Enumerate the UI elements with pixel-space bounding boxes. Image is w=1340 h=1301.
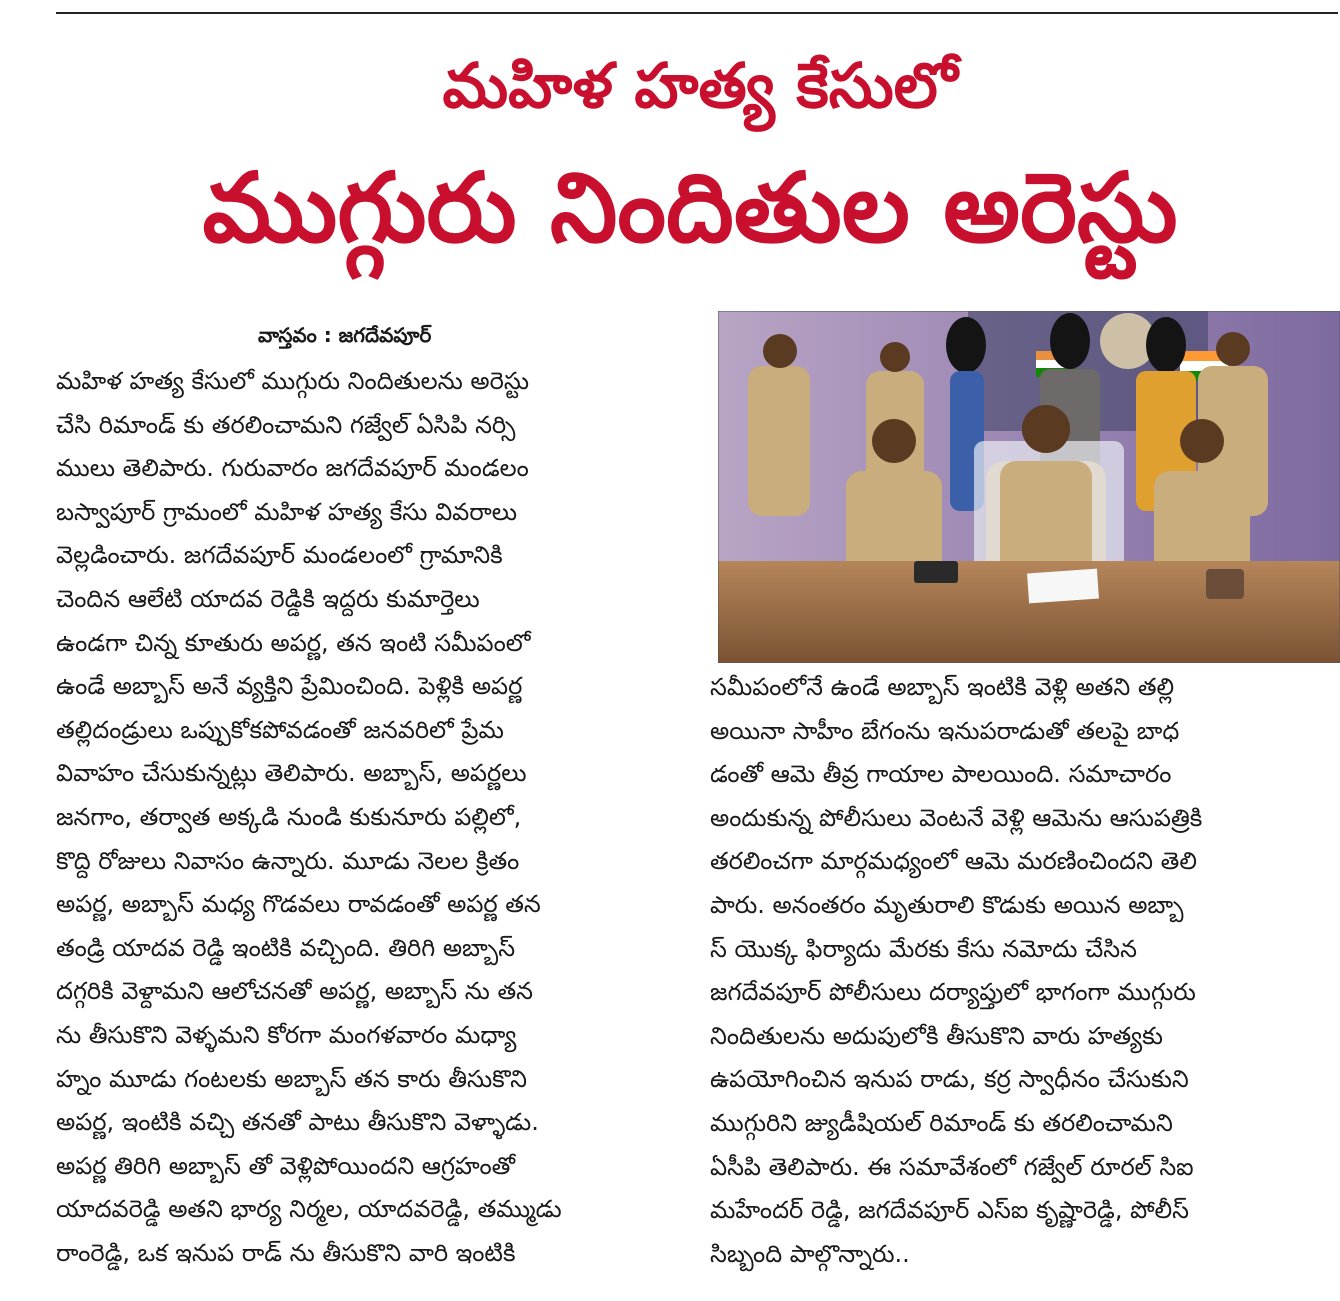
article-line: పారు. అనంతరం మృతురాలి కొడుకు అయిన అబ్బా [710, 890, 1184, 919]
article-line: వివాహం చేసుకున్నట్లు తెలిపారు. అబ్బాస్, అపర్ణలు [56, 759, 527, 788]
article-line: తండ్రి యాదవ రెడ్డి ఇంటికి వచ్చింది. తిరిగి అబ్బాస్ [56, 933, 516, 962]
headline-kicker: మహిళ హత్య కేసులో [442, 49, 958, 122]
article-line: తరలించగా మార్గమధ్యంలో ఆమె మరణించిందని తెలి [710, 847, 1197, 876]
article-line: మహిళ హత్య కేసులో ముగ్గురు నిందితులను అరెస్టు [56, 367, 529, 395]
article-line: తల్లిదండ్రులు ఒప్పుకోకపోవడంతో జనవరిలో ప్రేమ [56, 715, 504, 744]
article-line: బస్వాపూర్ గ్రామంలో మహిళ హత్య కేసు వివరాలు [56, 497, 518, 526]
article-line: డంతో ఆమె తీవ్ర గాయాల పాలయింది. సమాచారం [710, 760, 1172, 789]
article-line: యాదవరెడ్డి అతని భార్య నిర్మల, యాదవరెడ్డి, తమ్ముడు [56, 1195, 562, 1224]
article-left-column [56, 360, 696, 1275]
article-line: స్ యొక్క ఫిర్యాదు మేరకు కేసు నమోదు చేసిన [710, 934, 1137, 963]
article-line: ఉపయోగించిన ఇనుప రాడు, కర్ర స్వాధీనం చేసుకుని [710, 1065, 1189, 1094]
police-press-meet-photo [718, 311, 1340, 663]
article-line: ఏసీపి తెలిపారు. ఈ సమావేశంలో గజ్వేల్ రూరల్ సిఐ [710, 1152, 1194, 1181]
top-rule [56, 12, 1338, 14]
article-line: ఉండగా చిన్న కూతురు అపర్ణ, తన ఇంటి సమీపంలో [56, 628, 531, 657]
article-line: జగదేవపూర్ పోలీసులు దర్యాప్తులో భాగంగా ముగ్గురు [710, 978, 1196, 1007]
article-line: అపర్ణ, అబ్బాస్ మధ్య గొడవలు రావడంతో అపర్ణ తన [56, 890, 541, 919]
article-line: చేసి రిమాండ్ కు తరలించామని గజ్వేల్ ఏసిపి నర్సి [56, 410, 516, 439]
article-line: దగ్గరికి వెళ్దామని ఆలోచనతో అపర్ణ, అబ్బాస్ ను తన [56, 977, 534, 1006]
article-line: వెల్లడించారు. జగదేవపూర్ మండలంలో గ్రామానికి [56, 541, 503, 570]
article-line: ఉండే అబ్బాస్ అనే వ్యక్తిని ప్రేమించింది. పెళ్లికి అపర్ణ [56, 672, 523, 701]
article-line: హ్నం మూడు గంటలకు అబ్బాస్ తన కారు తీసుకొని [56, 1064, 527, 1093]
article-line: కొద్ది రోజులు నివాసం ఉన్నారు. మూడు నెలల క్రితం [56, 846, 520, 875]
article-line: నిందితులను అదుపులోకి తీసుకొని వారు హత్యకు [710, 1021, 1163, 1050]
article-line: సమీపంలోనే ఉండే అబ్బాస్ ఇంటికి వెళ్లి అతని తల్లి [710, 673, 1175, 701]
article-line: అయినా సాహీం బేగంను ఇనుపరాడుతో తలపై బాధ [710, 716, 1180, 745]
article-line: మహేందర్ రెడ్డి, జగదేవపూర్ ఎస్ఐ కృష్ణారెడ్డి, పోలీస్ [710, 1196, 1189, 1225]
article-line: జనగాం, తర్వాత అక్కడి నుండి కుకునూరు పల్లిలో, [56, 802, 522, 831]
article-line: సిబ్బంది పాల్గొన్నారు.. [710, 1239, 910, 1268]
article-line: చెందిన ఆలేటి యాదవ రెడ్డికి ఇద్దరు కుమార్తెలు [56, 584, 480, 613]
article-line: ను తీసుకొని వెళ్ళమని కోరగా మంగళవారం మధ్యా [56, 1020, 517, 1049]
article-line: అపర్ణ, ఇంటికి వచ్చి తనతో పాటు తీసుకొని వెళ్ళాడు. [56, 1108, 539, 1137]
article-line: అందుకున్న పోలీసులు వెంటనే వెళ్లి ఆమెను ఆసుపత్రికి [710, 803, 1203, 832]
dateline: వాస్తవం : జగదేవపూర్ [258, 323, 432, 347]
article-line: ముగ్గురిని జ్యుడీషియల్ రిమాండ్ కు తరలించామని [710, 1108, 1173, 1137]
article-line: రాంరెడ్డి, ఒక ఇనుప రాడ్ ను తీసుకొని వారి ఇంటికి [56, 1238, 516, 1267]
article-line: అపర్ణ తిరిగి అబ్బాస్ తో వెళ్లిపోయిందని ఆగ్రహంతో [56, 1151, 516, 1180]
article-right-column [710, 666, 1340, 1276]
headline-main: ముగ్గురు నిందితుల అరెస్టు [202, 152, 1178, 264]
article-line: ములు తెలిపారు. గురువారం జగదేవపూర్ మండలం [56, 454, 529, 483]
